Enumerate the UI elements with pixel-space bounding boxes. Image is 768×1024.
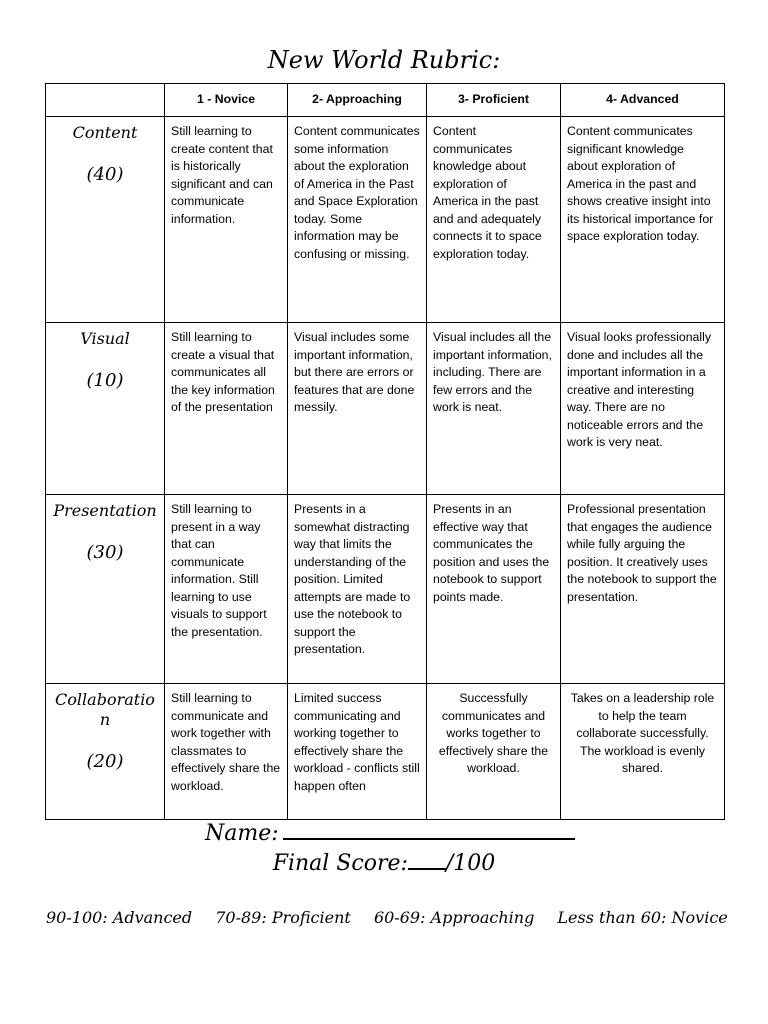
criterion-collaboration	[46, 684, 165, 820]
cell-presentation-proficient: Presents in an effective way that communicates the position and uses the notebook to support points made.	[427, 495, 561, 684]
cell-presentation-advanced: Professional presentation that engages the audience while fully arguing the position. It creatively uses the notebook to support the presentation.	[561, 495, 725, 684]
final-score-total: /100	[445, 851, 496, 876]
cell-visual-proficient: Visual includes all the important information, including. There are few errors and the work is neat.	[427, 323, 561, 495]
cell-content-advanced: Content communicates significant knowledge about exploration of America in the past and shows creative insight into its historical importance for space exploration today.	[561, 117, 725, 323]
name-label: Name:	[205, 821, 279, 846]
criterion-label: Presentation	[53, 501, 157, 520]
cell-collaboration-novice: Still learning to communicate and work together with classmates to effectively share the workload.	[165, 684, 288, 820]
criterion-points: (10)	[86, 370, 124, 391]
cell-content-approaching: Content communicates some information about the exploration of America in the Past and Space Exploration today. Some information may be confusing or missing.	[288, 117, 427, 323]
criterion-label: Visual	[80, 329, 130, 348]
criterion-label: Collaboration	[55, 690, 155, 729]
row-collaboration	[46, 684, 725, 820]
criterion-points: (20)	[86, 751, 124, 772]
grading-scale	[46, 908, 728, 927]
final-score-label: Final Score:	[272, 851, 408, 876]
header-row	[46, 84, 725, 117]
cell-collaboration-advanced: Takes on a leadership role to help the team collaborate successfully. The workload is evenly shared.	[561, 684, 725, 820]
name-blank-line[interactable]	[283, 818, 575, 840]
cell-visual-advanced: Visual looks professionally done and includes all the important information in a creative and interesting way. There are no noticeable errors and the work is very neat.	[561, 323, 725, 495]
scale-proficient: 70-89: Proficient	[215, 908, 351, 927]
header-approaching: 2- Approaching	[288, 84, 427, 117]
criterion-visual	[46, 323, 165, 495]
scale-novice: Less than 60: Novice	[557, 908, 728, 927]
header-proficient: 3- Proficient	[427, 84, 561, 117]
cell-presentation-novice: Still learning to present in a way that can communicate information. Still learning to use visuals to support the presentation.	[165, 495, 288, 684]
criterion-points: (30)	[86, 542, 124, 563]
name-field[interactable]	[205, 818, 575, 846]
cell-collaboration-approaching: Limited success communicating and working together to effectively share the workload - conflicts still happen often	[288, 684, 427, 820]
row-presentation	[46, 495, 725, 684]
criterion-points: (40)	[86, 164, 124, 185]
cell-content-novice: Still learning to create content that is historically significant and can communicate information.	[165, 117, 288, 323]
row-visual	[46, 323, 725, 495]
cell-visual-approaching: Visual includes some important information, but there are errors or features that are done messily.	[288, 323, 427, 495]
header-corner	[46, 84, 165, 117]
final-score-blank-line[interactable]	[408, 850, 446, 870]
criterion-label: Content	[72, 123, 138, 142]
cell-presentation-approaching: Presents in a somewhat distracting way that limits the understanding of the position. Limited attempts are made to use the notebook to support the presentation.	[288, 495, 427, 684]
header-advanced: 4- Advanced	[561, 84, 725, 117]
page-title: New World Rubric:	[267, 46, 501, 74]
final-score-field[interactable]	[0, 850, 768, 876]
rubric-table	[45, 83, 725, 820]
criterion-presentation	[46, 495, 165, 684]
row-content	[46, 117, 725, 323]
cell-collaboration-proficient: Successfully communicates and works together to effectively share the workload.	[427, 684, 561, 820]
cell-content-proficient: Content communicates knowledge about exploration of America in the past and and adequately connects it to space exploration today.	[427, 117, 561, 323]
cell-visual-novice: Still learning to create a visual that communicates all the key information of the presentation	[165, 323, 288, 495]
scale-approaching: 60-69: Approaching	[373, 908, 535, 927]
scale-advanced: 90-100: Advanced	[46, 908, 193, 927]
header-novice: 1 - Novice	[165, 84, 288, 117]
criterion-content	[46, 117, 165, 323]
